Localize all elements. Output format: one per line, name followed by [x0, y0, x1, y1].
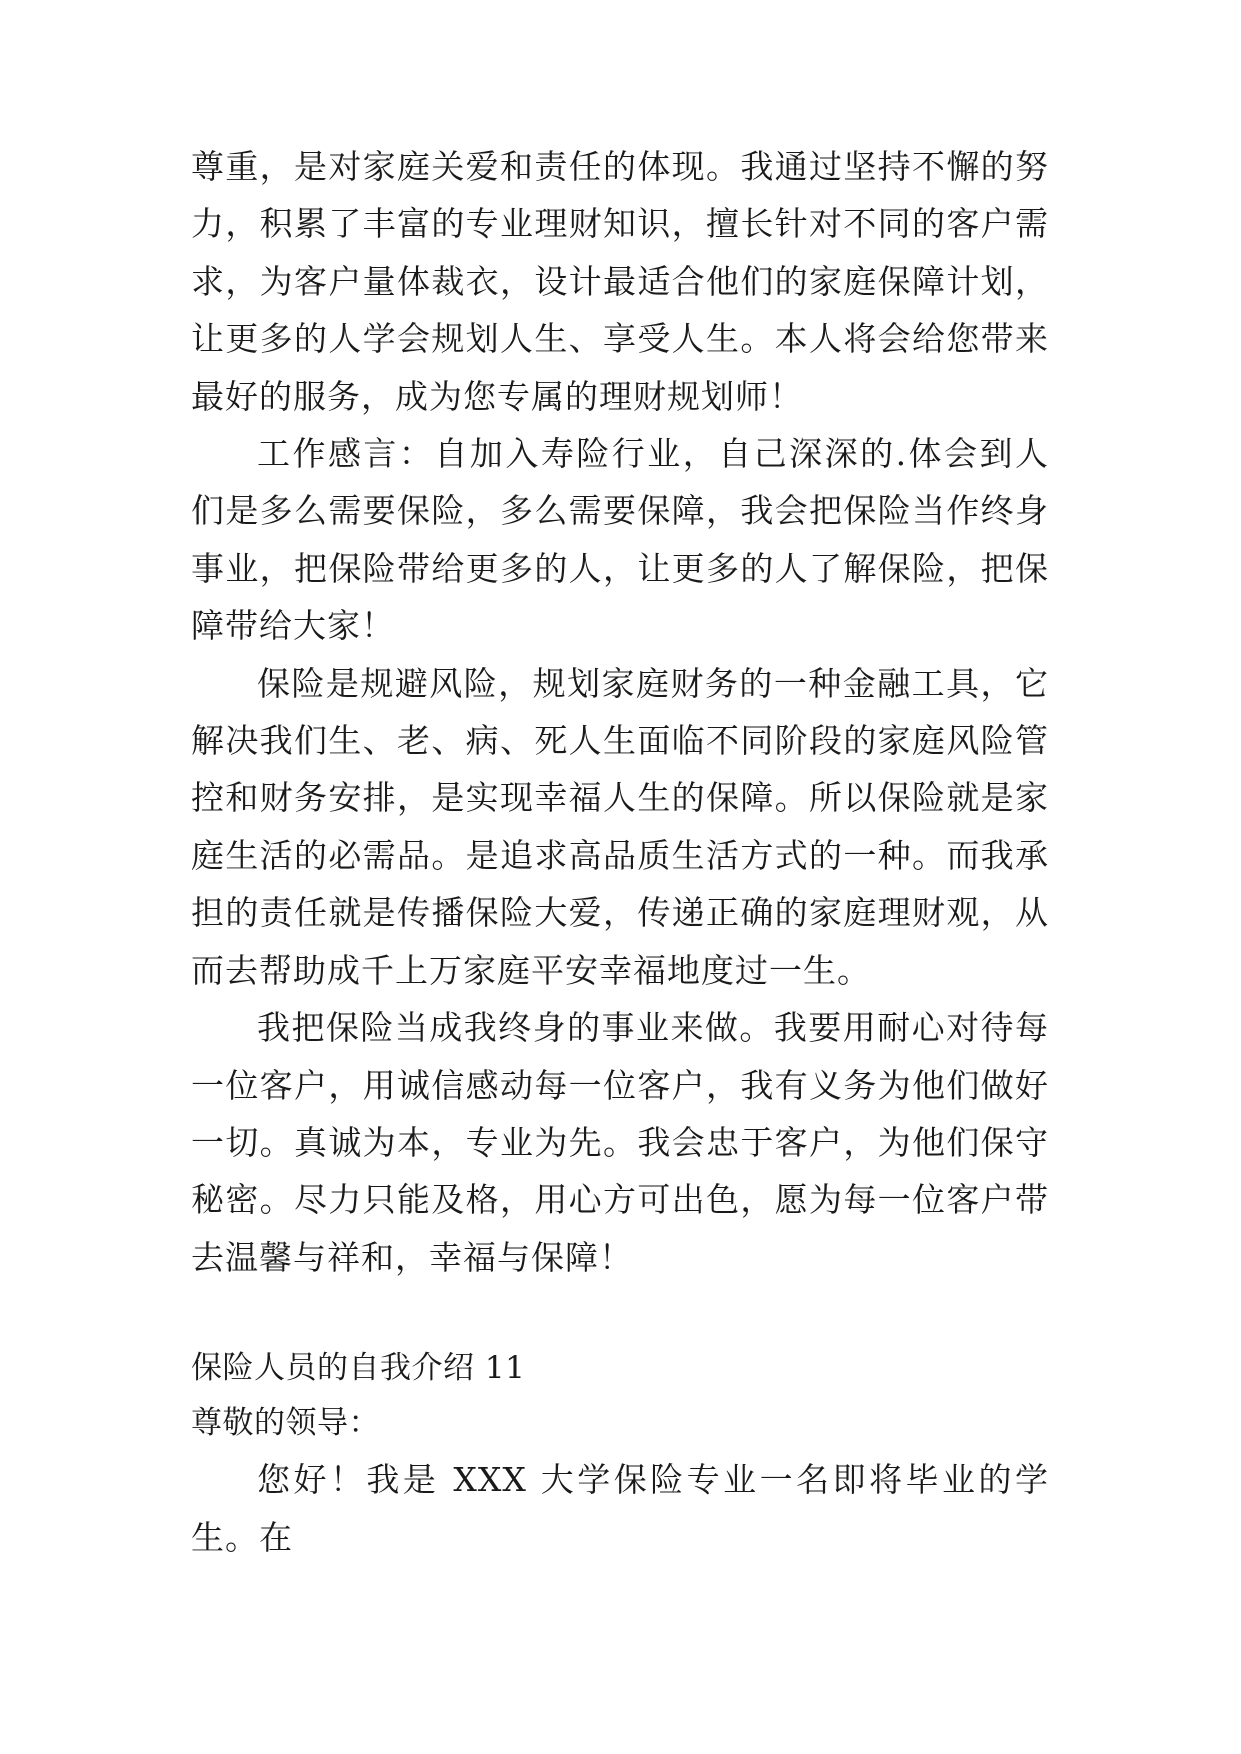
body-paragraph-3: 保险是规避风险，规划家庭财务的一种金融工具，它解决我们生、老、病、死人生面临不同阶段的家庭风险管控和财务安排，是实现幸福人生的保障。所以保险就是家庭生活的必需品。是追求高品质生活方式的一种。而我承担的责任就是传播保险大爱，传递正确的家庭理财观，从而去帮助成千上万家庭平安幸福地度过一生。: [191, 663, 1049, 990]
document-page: [191, 138, 1049, 1566]
body-paragraph-2: 工作感言：自加入寿险行业，自己深深的.体会到人们是多么需要保险，多么需要保障，我会把保险当作终身事业，把保险带给更多的人，让更多的人了解保险，把保障带给大家！: [191, 434, 1049, 646]
opening-paragraph: 您好！我是 XXX 大学保险专业一名即将毕业的学生。在: [191, 1460, 1049, 1557]
section-title: 保险人员的自我介绍 11: [191, 1350, 526, 1387]
salutation: 尊敬的领导：: [191, 1405, 380, 1442]
body-paragraph-1: 尊重，是对家庭关爱和责任的体现。我通过坚持不懈的努力，积累了丰富的专业理财知识，擅长针对不同的客户需求，为客户量体裁衣，设计最适合他们的家庭保障计划，让更多的人学会规划人生、享受人生。本人将会给您带来最好的服务，成为您专属的理财规划师！: [191, 147, 1049, 416]
body-paragraph-4: 我把保险当成我终身的事业来做。我要用耐心对待每一位客户，用诚信感动每一位客户，我有义务为他们做好一切。真诚为本，专业为先。我会忠于客户，为他们保守秘密。尽力只能及格，用心方可出色，愿为每一位客户带去温馨与祥和，幸福与保障！: [191, 1008, 1049, 1277]
